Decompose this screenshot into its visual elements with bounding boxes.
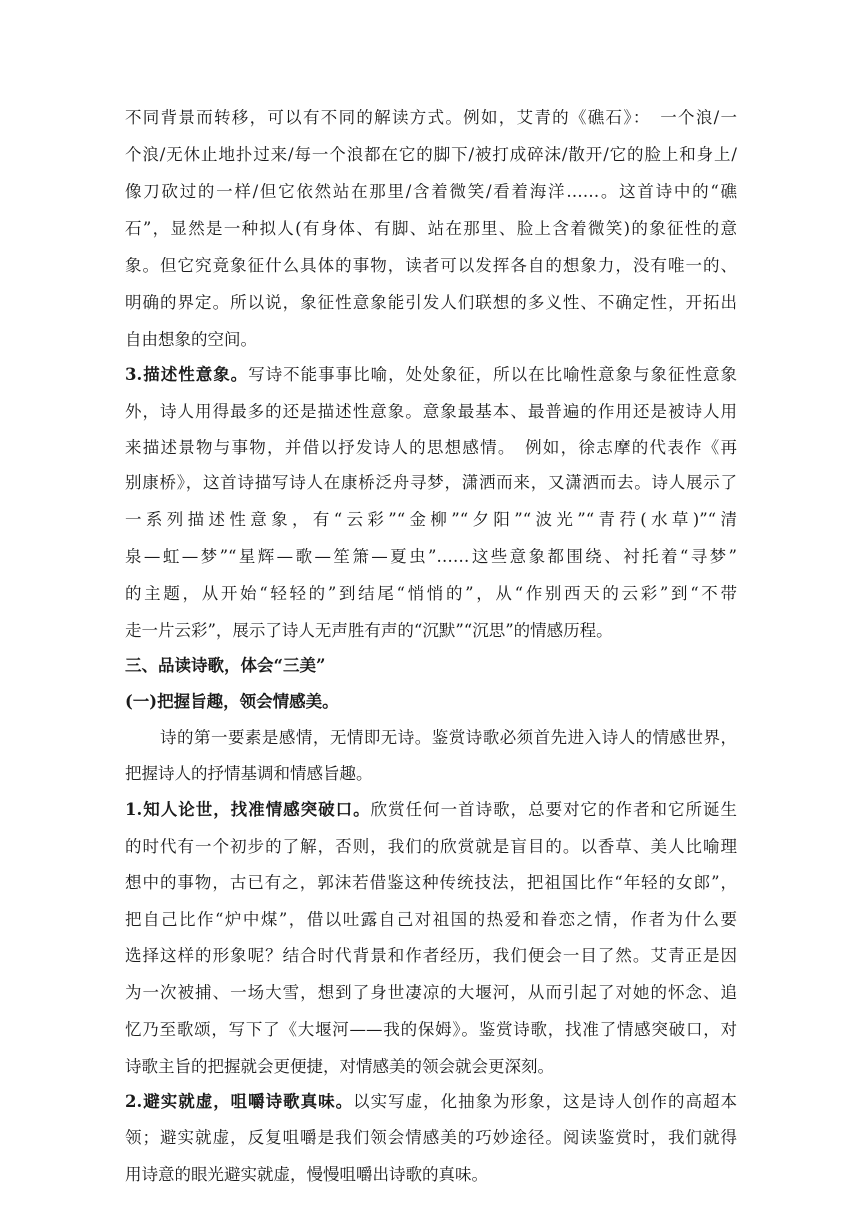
body-text: 用诗意的眼光避实就虚，慢慢咀嚼出诗歌的真味。 — [125, 1165, 488, 1184]
body-text: 的时代有一个初步的了解，否则，我们的欣赏就是盲目的。以香草、美人比喻理 — [125, 837, 737, 856]
body-text: 石”，显然是一种拟人(有身体、有脚、站在那里、脸上含着微笑)的象征性的意 — [125, 219, 737, 238]
text-line — [125, 1020, 737, 1040]
body-text: 像刀砍过的一样/但它依然站在那里/含着微笑/看着海洋……。这首诗中的“礁 — [125, 182, 737, 201]
text-line — [125, 402, 737, 422]
text-line — [125, 800, 737, 820]
text-line — [125, 837, 737, 857]
text-line — [125, 1092, 737, 1112]
text-line — [125, 764, 737, 784]
text-line — [160, 728, 737, 748]
body-text: 选择这样的形象呢？结合时代背景和作者经历，我们便会一目了然。艾青正是因 — [125, 946, 737, 965]
body-text: 一系列描述性意象，有“云彩”“金柳”“夕阳”“波光”“青荇(水草)”“清 — [125, 510, 737, 529]
body-text: 把自己比作“炉中煤”，借以吐露自己对祖国的热爱和眷恋之情，作者为什么要 — [125, 910, 737, 929]
text-line — [125, 219, 737, 239]
text-line — [125, 692, 737, 712]
text-line — [125, 910, 737, 930]
text-line — [125, 256, 737, 276]
body-text: 泉—虹—梦”“星辉—歌—笙箫—夏虫”……这些意象都围绕、衬托着“寻梦” — [125, 547, 737, 566]
text-line — [125, 584, 737, 604]
body-text: 为一次被捕、一场大雪，想到了身世凄凉的大堰河，从而引起了对她的怀念、追 — [125, 983, 737, 1002]
body-text: 象。但它究竟象征什么具体的事物，读者可以发挥各自的想象力，没有唯一的、 — [125, 256, 737, 275]
text-line — [125, 330, 737, 350]
heading-text: (一)把握旨趣，领会情感美。 — [125, 692, 339, 711]
text-line — [125, 108, 737, 128]
text-line — [125, 510, 737, 530]
text-line — [125, 946, 737, 966]
body-text: 不同背景而转移，可以有不同的解读方式。例如，艾青的《礁石》： 一个浪/一 — [125, 108, 737, 127]
body-text: 自由想象的空间。 — [125, 330, 257, 349]
body-text: 来描述景物与事物，并借以抒发诗人的思想感情。 例如，徐志摩的代表作《再 — [125, 438, 737, 457]
body-text: 领；避实就虚，反复咀嚼是我们领会情感美的巧妙途径。阅读鉴赏时，我们就得 — [125, 1128, 737, 1147]
body-text: 走一片云彩”，展示了诗人无声胜有声的“沉默”“沉思”的情感历程。 — [125, 621, 613, 640]
text-line — [125, 873, 737, 893]
body-text: 把握诗人的抒情基调和情感旨趣。 — [125, 764, 373, 783]
heading-text: 3.描述性意象。 — [125, 365, 249, 384]
body-text: 诗的第一要素是感情，无情即无诗。鉴赏诗歌必须首先进入诗人的情感世界， — [160, 728, 737, 747]
text-line — [125, 1057, 737, 1077]
text-line — [125, 365, 737, 385]
body-text: 诗歌主旨的把握就会更便捷，对情感美的领会就会更深刻。 — [125, 1057, 554, 1076]
body-text: 忆乃至歌颂，写下了《大堰河——我的保姆》。鉴赏诗歌，找准了情感突破口，对 — [125, 1020, 737, 1039]
body-text: 个浪/无休止地扑过来/每一个浪都在它的脚下/被打成碎沫/散开/它的脸上和身上/ — [125, 145, 737, 164]
text-line — [125, 1128, 737, 1148]
body-text: 欣赏任何一首诗歌，总要对它的作者和它所诞生 — [370, 800, 737, 819]
heading-text: 1.知人论世，找准情感突破口。 — [125, 800, 371, 819]
text-line — [125, 293, 737, 313]
text-line — [125, 656, 737, 676]
body-text: 想中的事物，古已有之，郭沫若借鉴这种传统技法，把祖国比作“年轻的女郎”， — [125, 873, 737, 892]
body-text: 写诗不能事事比喻，处处象征，所以在比喻性意象与象征性意象 — [248, 365, 737, 384]
body-text: 别康桥》，这首诗描写诗人在康桥泛舟寻梦，潇洒而来，又潇洒而去。诗人展示了 — [125, 473, 737, 492]
body-text: 外，诗人用得最多的还是描述性意象。意象最基本、最普遍的作用还是被诗人用 — [125, 402, 737, 421]
text-line — [125, 1165, 737, 1185]
heading-text: 2.避实就虚，咀嚼诗歌真味。 — [125, 1092, 354, 1111]
heading-text: 三、品读诗歌，体会“三美” — [125, 656, 326, 675]
text-line — [125, 145, 737, 165]
body-text: 明确的界定。所以说，象征性意象能引发人们联想的多义性、不确定性，开拓出 — [125, 293, 737, 312]
body-text: 以实写虚，化抽象为形象，这是诗人创作的高超本 — [353, 1092, 737, 1111]
text-line — [125, 621, 737, 641]
text-line — [125, 182, 737, 202]
body-text: 的主题，从开始“轻轻的”到结尾“悄悄的”，从“作别西天的云彩”到“不带 — [125, 584, 737, 603]
text-line — [125, 473, 737, 493]
text-line — [125, 983, 737, 1003]
text-line — [125, 438, 737, 458]
text-line — [125, 547, 737, 567]
